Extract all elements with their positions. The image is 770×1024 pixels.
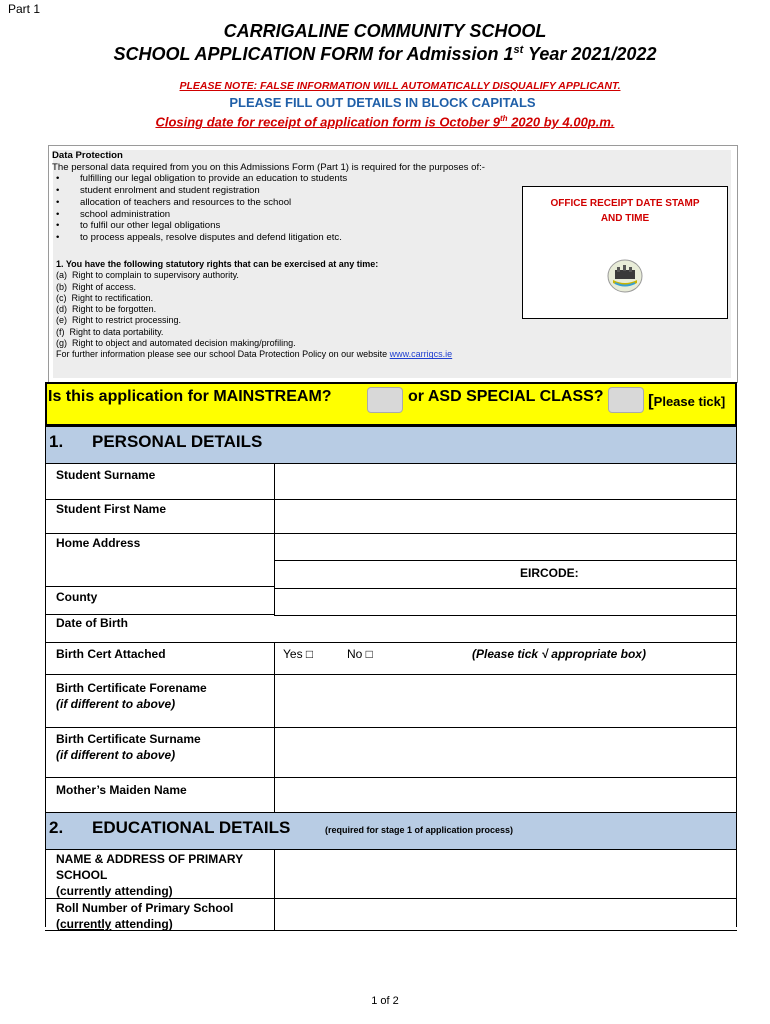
school-name: CARRIGALINE COMMUNITY SCHOOL (223, 21, 547, 41)
list-item: • allocation of teachers and resources to the school (56, 196, 292, 208)
birth-cert-label: Birth Cert Attached (56, 647, 166, 661)
first-name-label: Student First Name (56, 502, 167, 516)
bc-surname-input[interactable] (276, 729, 734, 775)
county-label: County (56, 590, 98, 604)
eircode-label: EIRCODE: (520, 566, 579, 580)
block-capitals-note: PLEASE FILL OUT DETAILS IN BLOCK CAPITALS (229, 95, 536, 110)
page-number: 1 of 2 (371, 995, 399, 1007)
primary-school-input[interactable] (276, 852, 734, 896)
section2-number: 2. (49, 818, 64, 837)
website-link[interactable]: www.carrigcs.ie (389, 349, 453, 360)
bc-forename-label: Birth Certificate Forename (if different to above) (56, 681, 207, 711)
closing-date: Closing date for receipt of application form is October 9th 2020 by 4.00p.m. (155, 114, 615, 130)
mainstream-tickbox[interactable] (367, 387, 403, 413)
asd-question: or ASD SPECIAL CLASS? (408, 388, 604, 405)
part-label: Part 1 (8, 2, 41, 16)
dob-label: Date of Birth (56, 616, 128, 630)
mainstream-question: Is this application for MAINSTREAM? (48, 388, 332, 405)
roll-number-input[interactable] (276, 900, 734, 928)
bc-surname-label: Birth Certificate Surname (if different to above) (56, 732, 201, 762)
list-item: • to fulfil our other legal obligations (56, 220, 221, 232)
statutory-rights (56, 259, 536, 361)
maiden-name-input[interactable] (276, 779, 734, 810)
list-item: (g) Right to object and automated decision making/profiling. (56, 338, 296, 349)
address-input[interactable] (276, 535, 734, 585)
section2-note: (required for stage 1 of application process) (325, 825, 514, 835)
primary-school-label: NAME & ADDRESS OF PRIMARY SCHOOL (currently attending) (56, 852, 244, 898)
further-info: For further information please see our school Data Protection Policy on our website www.carrigcs.ie (56, 349, 453, 360)
rights-heading: 1. You have the following statutory rights that can be exercised at any time: (56, 259, 379, 269)
roll-number-label: Roll Number of Primary School (currently attending) (56, 901, 234, 931)
list-item: • fulfilling our legal obligation to provide an education to students (56, 173, 348, 185)
list-item: • to process appeals, resolve disputes and defend litigation etc. (56, 231, 342, 243)
asd-tickbox[interactable] (608, 387, 644, 413)
list-item: (a) Right to complain to supervisory authority. (56, 270, 239, 281)
data-protection-intro: The personal data required from you on this Admissions Form (Part 1) is required for the purposes of:- (52, 161, 485, 173)
please-tick-note: [Please tick] (648, 391, 726, 410)
section2-title: EDUCATIONAL DETAILS (92, 818, 291, 837)
section1-number: 1. (49, 432, 64, 451)
list-item: (c) Right to rectification. (56, 292, 154, 303)
dob-input[interactable] (276, 617, 734, 641)
data-protection-title: Data Protection (52, 150, 123, 161)
office-stamp-box (522, 186, 728, 319)
birth-cert-yes[interactable]: Yes □ (283, 647, 314, 661)
form-title: SCHOOL APPLICATION FORM for Admission 1st Year 2021/2022 (113, 44, 657, 64)
list-item: • school administration (56, 208, 171, 220)
stamp-line1: OFFICE RECEIPT DATE STAMP (550, 198, 700, 209)
surname-label: Student Surname (56, 468, 156, 482)
surname-input[interactable] (276, 466, 734, 497)
data-protection-text (52, 150, 522, 244)
list-item: (e) Right to restrict processing. (56, 315, 182, 326)
maiden-name-label: Mother’s Maiden Name (56, 783, 187, 797)
school-crest-icon (607, 259, 643, 293)
stamp-line2: AND TIME (600, 213, 650, 224)
bc-forename-input[interactable] (276, 676, 734, 725)
first-name-input[interactable] (276, 501, 734, 531)
list-item: (b) Right of access. (56, 281, 137, 292)
list-item: • student enrolment and student registration (56, 185, 260, 197)
section1-title: PERSONAL DETAILS (92, 432, 263, 451)
false-info-note: PLEASE NOTE: FALSE INFORMATION WILL AUTOMATICALLY DISQUALIFY APPLICANT. (179, 80, 621, 92)
tick-note: (Please tick √ appropriate box) (472, 647, 646, 661)
list-item: (d) Right to be forgotten. (56, 304, 157, 315)
list-item: (f) Right to data portability. (56, 326, 164, 337)
birth-cert-no[interactable]: No □ (347, 647, 373, 661)
address-label: Home Address (56, 536, 141, 550)
